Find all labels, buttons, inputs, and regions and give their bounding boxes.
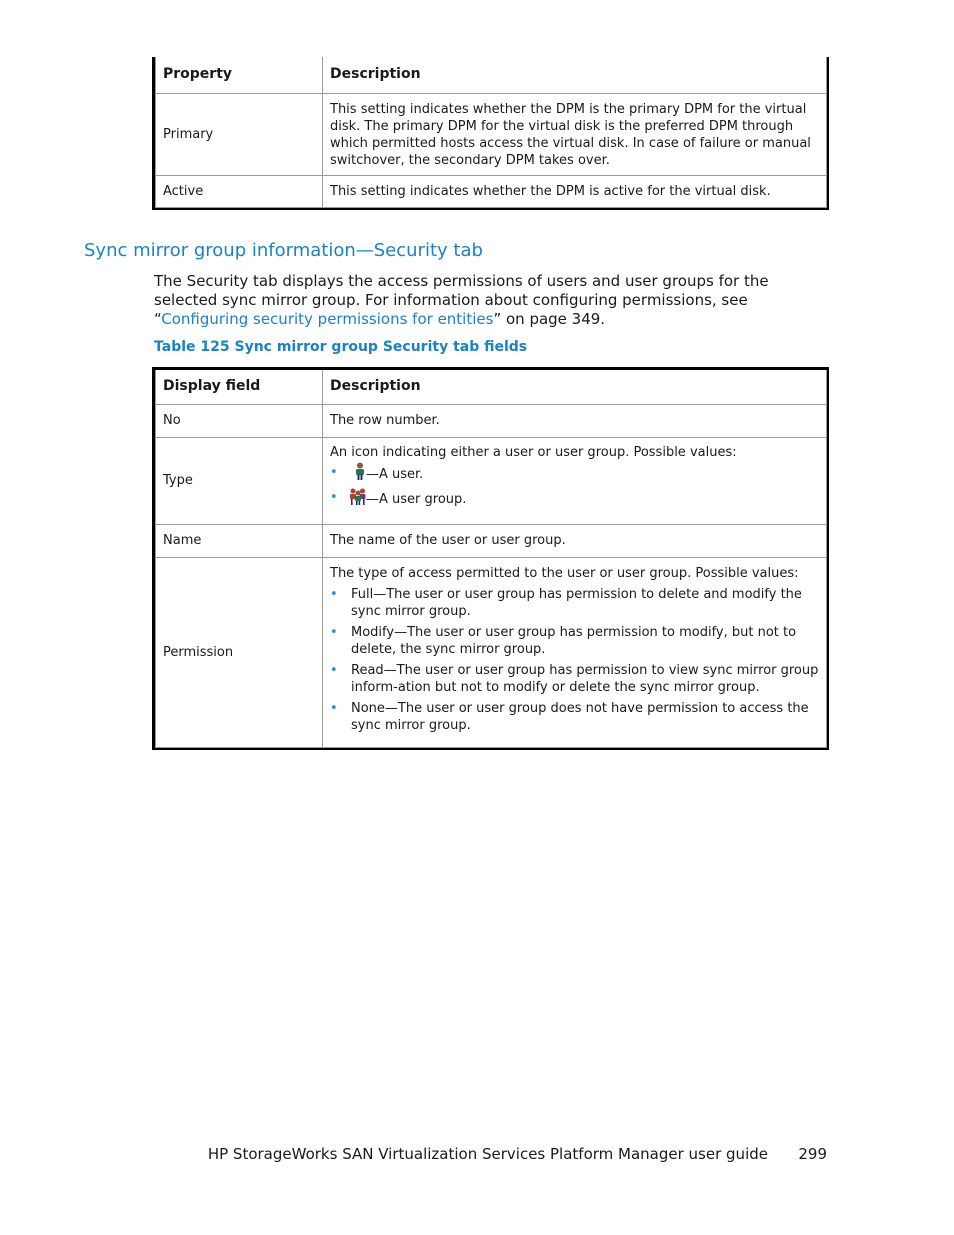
bullet-icon: • (330, 662, 338, 678)
table-header-row (156, 57, 827, 93)
type-intro: An icon indicating either a user or user group. Possible values: (330, 444, 737, 460)
bullet-icon: • (330, 464, 338, 480)
bullet-icon: • (330, 624, 338, 640)
table-header-row (156, 370, 827, 404)
list-item (330, 662, 822, 696)
row-description (323, 437, 827, 524)
bullet-icon: • (330, 489, 338, 505)
row-field: Permission (156, 557, 323, 747)
column-header-description: Description (323, 57, 827, 93)
list-item (330, 700, 822, 734)
footer-title: HP StorageWorks SAN Virtualization Services Platform Manager user guide (207, 1145, 768, 1163)
permission-read: Read—The user or user group has permission to view sync mirror group inform-ation but not to modify or delete the sync mirror group. (351, 662, 819, 695)
table-row (156, 524, 827, 557)
table-caption: Table 125 Sync mirror group Security tab fields (154, 339, 528, 355)
type-item-user: —A user. (366, 466, 424, 482)
table-row (156, 175, 827, 207)
table-row (156, 557, 827, 747)
row-field: No (156, 404, 323, 437)
list-item (330, 624, 822, 658)
row-field: Primary (156, 93, 323, 175)
bullet-icon: • (330, 586, 338, 602)
row-description: The name of the user or user group. (323, 524, 827, 557)
list-item (330, 466, 819, 488)
row-field: Active (156, 175, 323, 207)
list-item (330, 491, 819, 513)
column-header-display-field: Display field (156, 370, 323, 404)
table-row (156, 93, 827, 175)
row-description: This setting indicates whether the DPM is the primary DPM for the virtual disk. The primary DPM for the virtual disk is the preferred DPM through which permitted hosts access the virtual disk. In case of failure or manual switchover, the secondary DPM takes over. (323, 93, 827, 175)
section-paragraph (154, 272, 830, 329)
user-icon (354, 462, 366, 485)
permission-none: None—The user or user group does not have permission to access the sync mirror group. (351, 700, 809, 733)
quote-open: “ (154, 310, 162, 328)
column-header-description: Description (323, 370, 827, 404)
user-group-icon (349, 487, 367, 510)
property-table (155, 57, 827, 208)
permission-full: Full—The user or user group has permission to delete and modify the sync mirror group. (351, 586, 802, 619)
table-row (156, 404, 827, 437)
page-reference: ” on page 349. (493, 310, 606, 328)
paragraph-text: The Security tab displays the access permissions of users and user groups for the selected sync mirror group. For information about configuring permissions, see (154, 272, 769, 309)
row-description: This setting indicates whether the DPM is active for the virtual disk. (323, 175, 827, 207)
row-field: Name (156, 524, 323, 557)
row-field: Type (156, 437, 323, 524)
row-description: The row number. (323, 404, 827, 437)
security-fields-table (155, 370, 827, 748)
permission-modify: Modify—The user or user group has permission to modify, but not to delete, the sync mirror group. (351, 624, 797, 657)
section-heading: Sync mirror group information—Security tab (84, 240, 483, 261)
column-header-property: Property (156, 57, 323, 93)
bullet-icon: • (330, 700, 338, 716)
configuring-permissions-link[interactable]: Configuring security permissions for entities (161, 310, 494, 328)
row-description (323, 557, 827, 747)
table-row (156, 437, 827, 524)
permission-intro: The type of access permitted to the user or user group. Possible values: (330, 565, 799, 581)
type-item-user-group: —A user group. (366, 491, 467, 507)
page-number: 299 (798, 1145, 827, 1163)
list-item (330, 586, 822, 620)
